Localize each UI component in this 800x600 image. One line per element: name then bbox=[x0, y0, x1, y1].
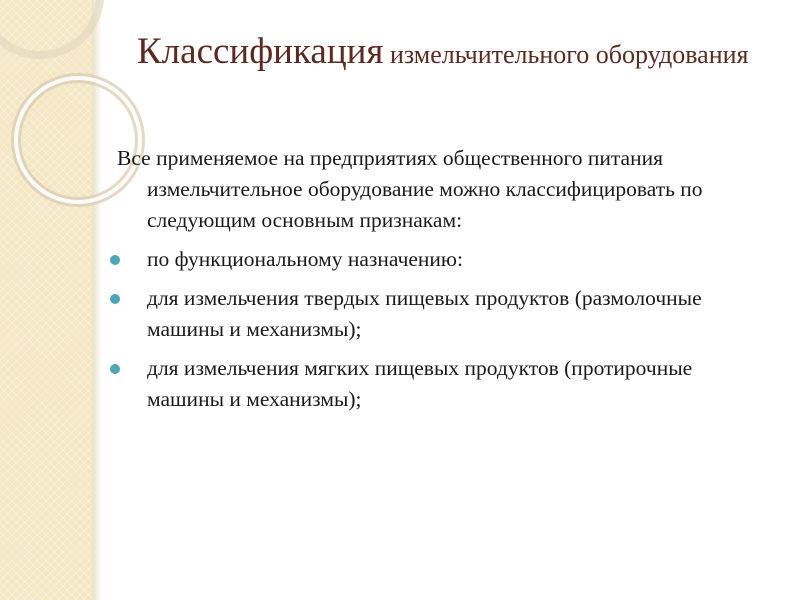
title-sub: измельчительного оборудования bbox=[383, 40, 749, 69]
list-item-text: для измельчения мягких пищевых продуктов (протирочные машины и механизмы); bbox=[147, 356, 693, 411]
intro-paragraph: Все применяемое на предприятиях общественного питания измельчительное оборудование можно классифицировать по следующим основным признакам: bbox=[117, 146, 703, 232]
list-item-text: по функциональному назначению: bbox=[147, 247, 463, 271]
bullet-dot-icon bbox=[110, 364, 120, 374]
list-item-text: для измельчения твердых пищевых продуктов (размолочные машины и механизмы); bbox=[147, 286, 702, 341]
slide-content bbox=[105, 143, 745, 423]
ring-top bbox=[0, 0, 100, 55]
list-item bbox=[105, 244, 745, 275]
bullet-dot-icon bbox=[110, 255, 120, 265]
list-item bbox=[105, 353, 745, 415]
bullet-list bbox=[105, 244, 745, 415]
title-main: Классификация bbox=[137, 31, 384, 72]
page-title bbox=[137, 30, 757, 77]
bullet-dot-icon bbox=[110, 294, 120, 304]
list-item bbox=[105, 283, 745, 345]
